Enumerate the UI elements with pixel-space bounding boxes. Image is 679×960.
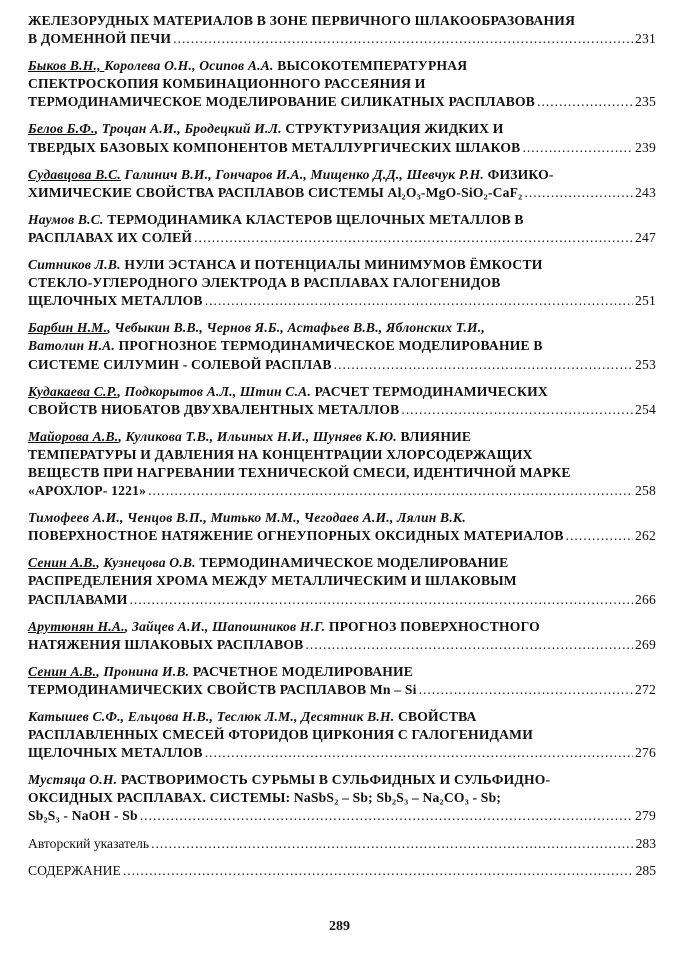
entry-title-end: СИСТЕМЕ СИЛУМИН - СОЛЕВОЙ РАСПЛАВ [28,356,332,372]
entry-label: СОДЕРЖАНИЕ [28,862,121,878]
entry-last-line [28,862,656,880]
entry-last-line [28,184,656,202]
entry-last-line [28,807,656,825]
entry-first-line [28,618,656,636]
dot-leader [173,30,633,48]
toc-entry [28,554,656,608]
entry-authors: Кудакаева С.Р. [28,383,118,399]
entry-page-number: 235 [635,94,656,110]
entry-first-line [28,256,656,274]
entry-title: РАСЧЕТ ТЕРМОДИНАМИЧЕСКИХ [311,383,548,399]
entry-authors: Майорова А.В. [28,428,119,444]
entry-last-line [28,356,656,374]
toc-entry [28,383,656,419]
entry-page-number: 276 [635,745,656,761]
entry-title: СВОЙСТВА [394,709,477,724]
entry-authors: Тимофеев А.И., Ченцов В.П., Митько М.М., Чегодаев А.И., Лялин В.К. [28,510,466,526]
entry-title-end: ЩЕЛОЧНЫХ МЕТАЛЛОВ [28,293,203,309]
entry-authors: , Чебыкин В.В., Чернов Я.Б., Астафьев В.В., Яблонских Т.И., [107,320,486,336]
entry-title: ПРОГНОЗНОЕ ТЕРМОДИНАМИЧЕСКОЕ МОДЕЛИРОВАНИЕ В [115,338,543,354]
dot-leader [522,139,633,157]
entry-last-line [28,139,656,157]
dot-leader [566,527,633,545]
toc-entry [28,166,656,202]
dot-leader [123,862,634,880]
entry-page-number: 231 [635,31,656,47]
entry-title-end: ЩЕЛОЧНЫХ МЕТАЛЛОВ [28,745,203,761]
entry-last-line [28,482,656,500]
entry-authors: Сенин А.В. [28,555,97,571]
entry-title: СТРУКТУРИЗАЦИЯ ЖИДКИХ И [281,121,504,137]
toc-entry [28,771,656,825]
entry-title-end: НАТЯЖЕНИЯ ШЛАКОВЫХ РАСПЛАВОВ [28,636,304,652]
entry-authors: , Зайцев А.И., Шапошников Н.Г. [124,618,326,634]
entry-last-line [28,636,656,654]
entry-first-line [28,509,656,527]
dot-leader [524,184,633,202]
entry-authors: Арутюнян Н.А. [28,618,125,634]
entry-authors: , Осипов А.А. [192,58,274,74]
toc-entry [28,12,656,48]
entry-authors: Ситников Л.В. [28,257,121,273]
entry-title-end: ТЕРМОДИНАМИЧЕСКОЕ МОДЕЛИРОВАНИЕ СИЛИКАТНЫХ РАСПЛАВОВ [28,94,536,110]
author-index-entry [28,835,656,853]
entry-page-number: 254 [635,401,656,417]
toc-entry [28,319,656,373]
entry-first-line [28,211,656,229]
entry-last-line [28,744,656,762]
entry-page-number: 266 [635,591,656,607]
entry-last-line [28,292,656,310]
entry-page-number: 262 [635,528,656,544]
toc-entry [28,120,656,156]
entry-page-number: 243 [635,184,656,200]
dot-leader [305,636,633,654]
entry-title-line: ТЕМПЕРАТУРЫ И ДАВЛЕНИЯ НА КОНЦЕНТРАЦИИ ХЛОРСОДЕРЖАЩИХ [28,446,533,462]
entry-title: ВЛИЯНИЕ [396,428,472,444]
dot-leader [401,401,633,419]
page-number: 289 [329,919,350,934]
entry-title-end: «АРОХЛОР- 1221» [28,483,147,499]
entry-authors: Сенин А.В. [28,663,97,679]
entry-authors: Мустяца О.Н. [28,772,118,788]
entry-first-line [28,57,656,75]
entry-authors: Судавцова В.С. [28,166,121,182]
entry-authors: Королева О.Н. [104,58,193,74]
toc-entry [28,708,656,762]
entry-title: РАСТВОРИМОСТЬ СУРЬМЫ В СУЛЬФИДНЫХ И СУЛЬФИДНО- [117,772,551,788]
entry-title: ТЕРМОДИНАМИКА КЛАСТЕРОВ ЩЕЛОЧНЫХ МЕТАЛЛОВ В [103,211,524,227]
entry-first-line [28,708,656,726]
entry-title-end: РАСПЛАВАХ ИХ СОЛЕЙ [28,229,193,245]
toc-entry [28,211,656,247]
entry-last-line [28,681,656,699]
entry-last-line [28,591,656,609]
entry-last-line [28,401,656,419]
entry-authors: Катышев С.Ф., Ельцова Н.В., Теслюк Л.М., Десятник В.Н. [28,709,395,724]
entry-last-line [28,93,656,111]
entry-first-line [28,554,656,572]
entry-authors: Ватолин Н.А. [28,338,116,354]
entry-page-number: 239 [635,139,656,155]
dot-leader [148,482,633,500]
entry-first-line [28,383,656,401]
entry-title-end: В ДОМЕННОЙ ПЕЧИ [28,31,172,47]
entry-title-line: СТЕКЛО-УГЛЕРОДНОГО ЭЛЕКТРОДА В РАСПЛАВАХ ГАЛОГЕНИДОВ [28,275,501,291]
dot-leader [205,292,633,310]
entry-first-line [28,166,656,184]
entry-first-line [28,771,656,789]
dot-leader [140,807,633,825]
entry-title: НУЛИ ЭСТАНСА И ПОТЕНЦИАЛЫ МИНИМУМОВ ЁМКОСТИ [120,257,543,273]
entry-title-end: ТЕРМОДИНАМИЧЕСКИХ СВОЙСТВ РАСПЛАВОВ Mn – Si [28,681,417,697]
entry-first-line [28,120,656,138]
entry-title: ТЕРМОДИНАМИЧЕСКОЕ МОДЕЛИРОВАНИЕ [195,555,509,571]
entry-page-number: 247 [635,229,656,245]
entry-authors: Барбин Н.М. [28,320,108,336]
dot-leader [205,744,633,762]
entry-label: Авторский указатель [28,835,150,851]
entry-first-line [28,319,656,337]
entry-title-end: СВОЙСТВ НИОБАТОВ ДВУХВАЛЕНТНЫХ МЕТАЛЛОВ [28,401,400,417]
entry-page-number: 251 [635,293,656,309]
entry-page-number: 272 [635,681,656,697]
entry-last-line [28,527,656,545]
entry-title-end: ТВЕРДЫХ БАЗОВЫХ КОМПОНЕНТОВ МЕТАЛЛУРГИЧЕСКИХ ШЛАКОВ [28,139,521,155]
entry-title: ПРОГНОЗ ПОВЕРХНОСТНОГО [325,618,540,634]
entry-last-line [28,835,656,853]
dot-leader [537,93,633,111]
entry-title-line: ВЕЩЕСТВ ПРИ НАГРЕВАНИИ ТЕХНИЧЕСКОЙ СМЕСИ, ИДЕНТИЧНОЙ МАРКЕ [28,464,571,480]
entry-last-line [28,229,656,247]
entry-title: ФИЗИКО- [483,166,554,182]
entry-page-number: 285 [635,862,656,878]
entry-authors: Быков В.Н., [28,58,105,74]
entry-title-line: РАСПЛАВЛЕННЫХ СМЕСЕЙ ФТОРИДОВ ЦИРКОНИЯ С ГАЛОГЕНИДАМИ [28,727,533,743]
entry-authors: , Пронина И.В. [96,663,190,679]
toc-entry [28,509,656,545]
entry-title-end: РАСПЛАВАМИ [28,591,128,607]
entry-first-line [28,428,656,446]
entry-title: ВЫСОКОТЕМПЕРАТУРНАЯ [273,58,468,74]
entry-title-line: ЖЕЛЕЗОРУДНЫХ МАТЕРИАЛОВ В ЗОНЕ ПЕРВИЧНОГО ШЛАКООБРАЗОВАНИЯ [28,13,576,28]
toc-entry [28,663,656,699]
dot-leader [194,229,633,247]
entry-authors: Наумов В.С. [28,211,104,227]
entry-page-number: 279 [635,808,656,824]
entry-last-line [28,30,656,48]
entry-title-line: ОКСИДНЫХ РАСПЛАВАХ. СИСТЕМЫ: NaSbS₂ – Sb; Sb₂S₃ – Na₂CO₃ - Sb; [28,790,502,806]
entry-first-line [28,663,656,681]
entry-authors: Белов Б.Ф. [28,121,95,137]
toc-entry [28,618,656,654]
entry-title-end: ПОВЕРХНОСТНОЕ НАТЯЖЕНИЕ ОГНЕУПОРНЫХ ОКСИДНЫХ МАТЕРИАЛОВ [28,528,564,544]
entry-authors: , Подкорытов А.Л., Штин С.А. [117,383,312,399]
contents-entry [28,862,656,880]
dot-leader [334,356,633,374]
entry-title: РАСЧЕТНОЕ МОДЕЛИРОВАНИЕ [189,663,414,679]
entry-title-line: СПЕКТРОСКОПИЯ КОМБИНАЦИОННОГО РАССЕЯНИЯ И [28,76,426,92]
entry-page-number: 258 [635,483,656,499]
entry-title-line: РАСПРЕДЕЛЕНИЯ ХРОМА МЕЖДУ МЕТАЛЛИЧЕСКИМ И ШЛАКОВЫМ [28,573,517,589]
entry-title-end: ХИМИЧЕСКИЕ СВОЙСТВА РАСПЛАВОВ СИСТЕМЫ Al₂O₃-MgO-SiO₂-CaF₂ [28,184,523,200]
dot-leader [419,681,633,699]
entry-authors: Галинич В.И., Гончаров И.А., Мищенко Д.Д., Шевчук Р.Н. [120,166,484,182]
entry-authors-line [28,337,656,355]
entry-authors: , Куликова Т.В., Ильиных Н.И., Шуняев К.Ю. [118,428,397,444]
entry-authors: , Троцан А.И., Бродецкий И.Л. [94,121,282,137]
toc-entry [28,57,656,111]
table-of-contents [28,12,656,889]
toc-entry [28,428,656,500]
dot-leader [129,591,633,609]
dot-leader [151,835,634,853]
entry-title-end: Sb₂S₃ - NaOH - Sb [28,808,138,824]
toc-entry [28,256,656,310]
entry-authors: , Кузнецова О.В. [96,555,196,571]
entry-page-number: 283 [635,835,656,851]
entry-page-number: 253 [635,356,656,372]
entry-page-number: 269 [635,636,656,652]
